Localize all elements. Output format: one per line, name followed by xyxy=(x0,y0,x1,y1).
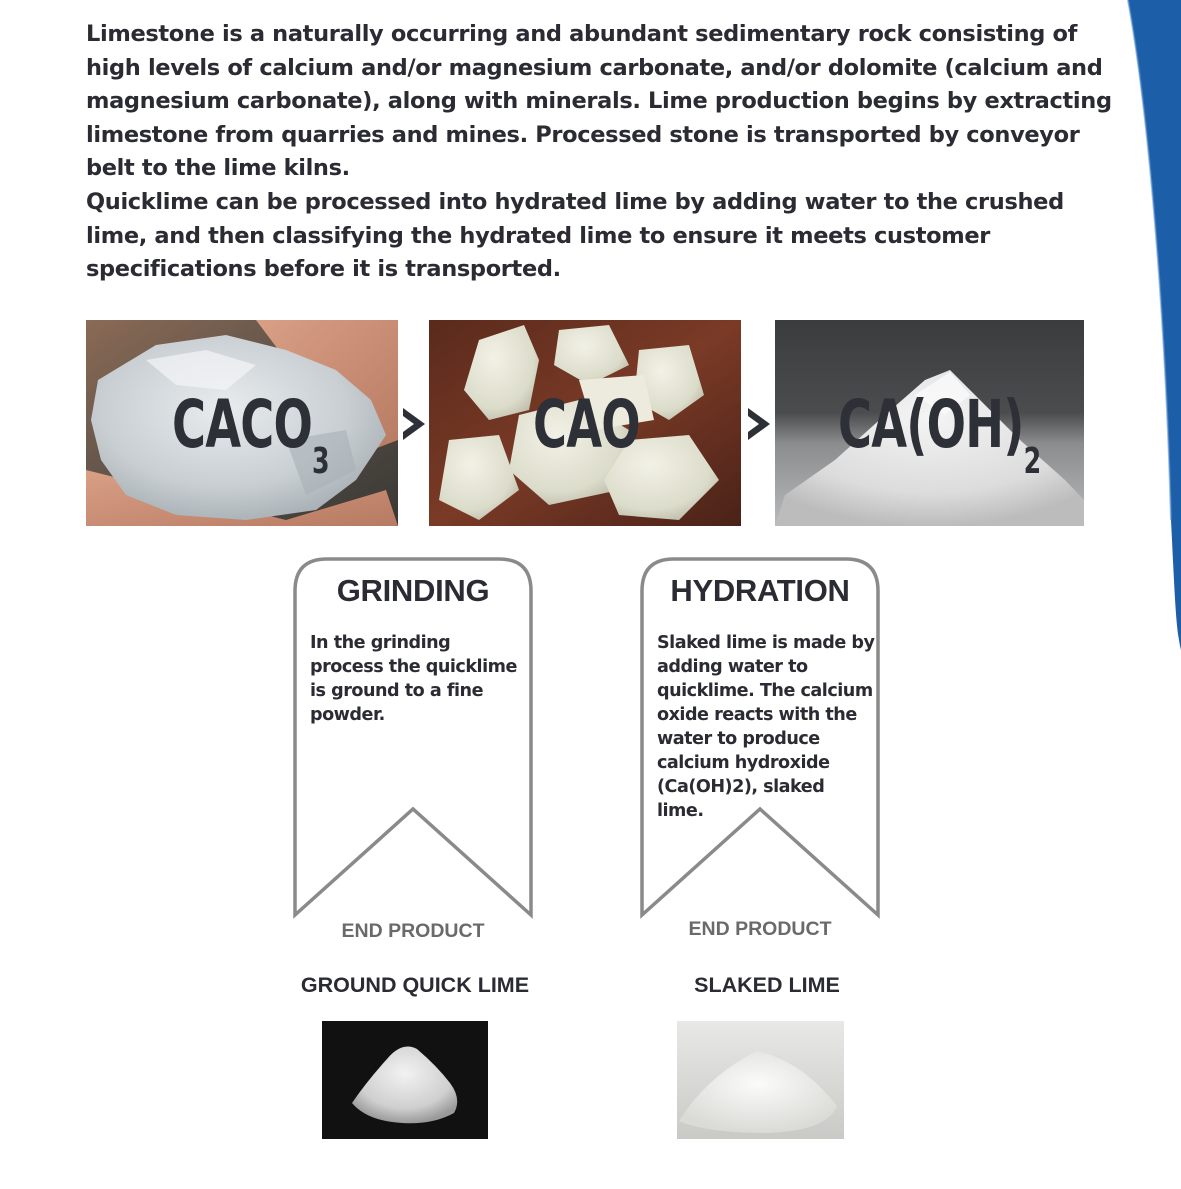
intro-paragraph-2: Quicklime can be processed into hydrated lime by adding water to the crushed lime, and then classifying the hydrated lime to ensure it meets customer specifications before it is transported. xyxy=(86,188,1064,283)
formula-slaked-subscript: 2 xyxy=(1023,441,1041,482)
formula-quicklime xyxy=(533,386,640,463)
grinding-title: GRINDING xyxy=(336,573,490,608)
slaked-lime-product-photo xyxy=(677,1021,844,1139)
formula-limestone xyxy=(172,386,329,482)
formula-slaked xyxy=(838,386,1041,482)
hydration-description: Slaked lime is made by adding water to quicklime. The calcium oxide reacts with the water to produce calcium hydroxide (Ca(OH)2), slaked lime. xyxy=(657,633,875,821)
chevron-right-icon xyxy=(400,406,428,442)
grinding-end-product-label: END PRODUCT xyxy=(341,920,485,942)
formula-quicklime-base: CAO xyxy=(533,386,640,463)
grinding-card xyxy=(293,557,533,919)
formula-slaked-base: CA(OH) xyxy=(838,386,1024,463)
grinding-product-name: GROUND QUICK LIME xyxy=(300,973,530,997)
intro-text xyxy=(86,18,1126,287)
intro-paragraph-1: Limestone is a naturally occurring and abundant sedimentary rock consisting of high levels of calcium and/or magnesium carbonate, and/or dolomite (calcium and magnesium carbonate), along with minerals. Lime production begins by extracting limestone from quarries and mines. Processed stone is transported by conveyor belt to the lime kilns. xyxy=(86,21,1112,182)
grinding-card-frame xyxy=(293,557,533,919)
chevron-right-icon xyxy=(745,406,773,442)
ground-quick-lime-photo xyxy=(322,1021,488,1139)
formula-limestone-subscript: 3 xyxy=(312,441,329,482)
hydration-product-name: SLAKED LIME xyxy=(694,973,840,997)
hydration-end-product-label: END PRODUCT xyxy=(688,918,832,940)
formula-limestone-base: CACO xyxy=(172,386,313,463)
hydration-title: HYDRATION xyxy=(670,573,850,608)
grinding-description: In the grinding process the quicklime is ground to a fine powder. xyxy=(310,633,517,725)
hydration-card xyxy=(640,557,880,919)
